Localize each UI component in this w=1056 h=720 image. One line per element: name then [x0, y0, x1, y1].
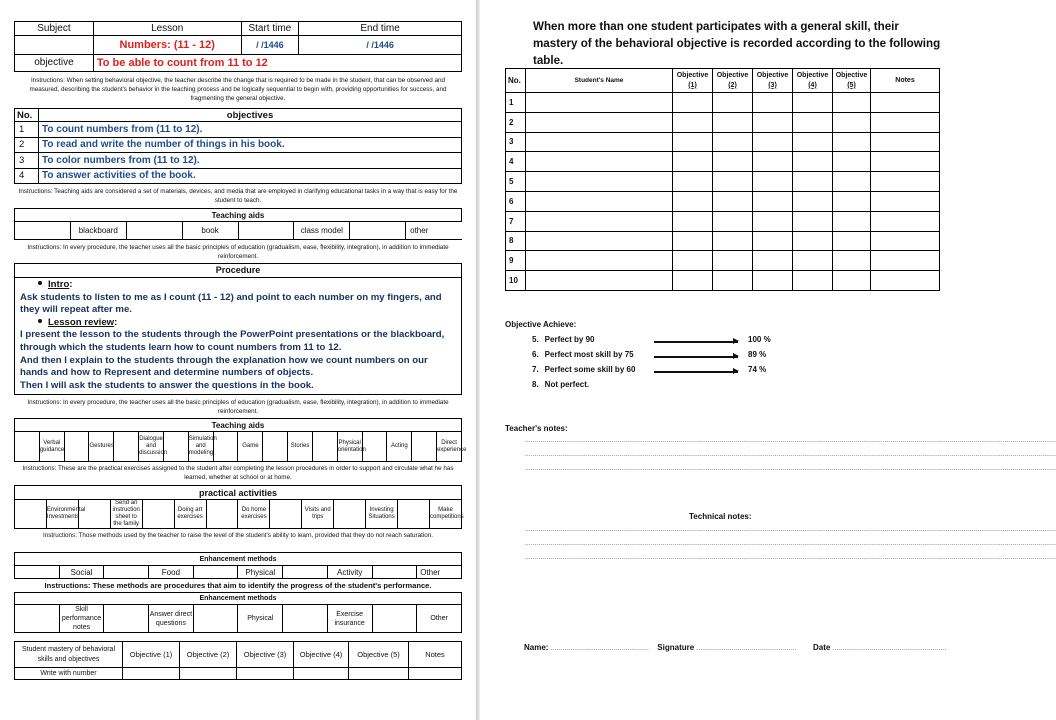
student-objective-cell[interactable]	[753, 172, 793, 192]
review-line: I present the lesson to the students through the PowerPoint presentations or the blackboard, through which the students learn how to count numbers from 11 to 12.	[20, 329, 445, 353]
student-row-number: 3	[506, 132, 526, 152]
student-objective-cell[interactable]	[833, 132, 871, 152]
enhancement-checkbox[interactable]	[193, 566, 238, 579]
achieve-item-number: 7.	[532, 365, 539, 374]
student-objective-cell[interactable]	[833, 191, 871, 211]
practical-header: practical activities	[15, 486, 462, 500]
student-objective-cell[interactable]	[793, 211, 833, 231]
end-time-label: End time	[299, 22, 462, 36]
objective-item[interactable]: To answer activities of the book.	[39, 168, 462, 184]
students-table	[505, 68, 940, 291]
student-objective-cell[interactable]	[673, 191, 713, 211]
student-notes-cell[interactable]	[871, 251, 940, 271]
practical-checkbox[interactable]	[15, 500, 47, 529]
evaluation-item: Other	[417, 605, 462, 633]
arrow-right-icon	[654, 341, 738, 343]
strategy-item: Direct experience	[437, 432, 462, 462]
student-objective-cell[interactable]	[673, 132, 713, 152]
start-time-value[interactable]: / /1446	[241, 36, 299, 54]
enhancement-checkbox[interactable]	[104, 566, 149, 579]
strategies-table	[14, 418, 467, 462]
student-objective-cell[interactable]	[713, 191, 753, 211]
practical-checkbox[interactable]	[142, 500, 174, 529]
student-name-cell[interactable]	[526, 231, 673, 251]
achieve-item	[532, 380, 792, 395]
student-objective-cell[interactable]	[713, 93, 753, 113]
right-heading: When more than one student participates with a general skill, their mastery of the behavioral objective is recorded according to the following table.	[533, 20, 941, 67]
student-objective-cell[interactable]	[673, 271, 713, 291]
review-line: Then I will ask the students to answer the questions in the book.	[20, 379, 314, 391]
student-objective-cell[interactable]	[713, 172, 753, 192]
student-objective-cell[interactable]	[793, 172, 833, 192]
student-objective-cell[interactable]	[793, 251, 833, 271]
bullet-icon	[38, 319, 42, 323]
teachers-notes-lines[interactable]	[525, 438, 1056, 480]
strategy-checkbox[interactable]	[362, 432, 387, 462]
student-row-number: 6	[506, 191, 526, 211]
lesson-plan-page	[0, 0, 476, 720]
strategy-checkbox[interactable]	[412, 432, 437, 462]
strategy-checkbox[interactable]	[263, 432, 288, 462]
header-table	[14, 21, 462, 72]
mastery-record-page	[480, 0, 1056, 720]
strategy-item: Dialogue and discussion	[139, 432, 164, 462]
teaching-aids-table	[14, 208, 462, 240]
student-objective-cell[interactable]	[753, 112, 793, 132]
evaluation-table	[14, 592, 462, 633]
technical-notes-lines[interactable]	[525, 527, 1056, 569]
achieve-item-number: 5.	[532, 335, 539, 344]
aid-checkbox[interactable]	[126, 222, 182, 240]
student-name-cell[interactable]	[526, 251, 673, 271]
enhancement-checkbox[interactable]	[372, 566, 417, 579]
practical-checkbox[interactable]	[334, 500, 366, 529]
student-row	[506, 93, 940, 113]
practical-checkbox[interactable]	[206, 500, 238, 529]
student-row	[506, 132, 940, 152]
strategy-item: Verbal guidance	[39, 432, 64, 462]
name-field[interactable]: ..................................................	[550, 646, 650, 652]
student-notes-cell[interactable]	[871, 231, 940, 251]
student-objective-cell[interactable]	[713, 112, 753, 132]
students-no-header: No.	[506, 69, 526, 93]
mastery-column: Objective (5)	[349, 642, 409, 668]
student-objective-cell[interactable]	[753, 152, 793, 172]
student-row	[506, 172, 940, 192]
intro-text: Ask students to listen to me as I count (11 - 12) and point to each number on my fingers, and they will repeat after me.	[20, 291, 442, 316]
evaluation-checkbox[interactable]	[372, 605, 417, 633]
objective-item[interactable]: To color numbers from (11 to 12).	[39, 153, 462, 169]
instructions-procedure: Instructions: In every procedure, the teacher uses all the basic principles of education (gradualism, ease, flexibility, integration), in addition to immediate reinforcement.	[27, 244, 449, 260]
achieve-item-text: Not perfect.	[544, 380, 590, 389]
objective-column-header: Objective (1)	[673, 69, 713, 93]
student-name-cell[interactable]	[526, 211, 673, 231]
student-objective-cell[interactable]	[673, 172, 713, 192]
arrow-right-icon	[654, 356, 738, 358]
enhancement-item: Activity	[327, 566, 372, 579]
aid-item: book	[182, 222, 238, 240]
instructions-evaluation: Instructions: These methods are procedures that aim to identify the progress of the student's performance.	[44, 581, 432, 591]
teachers-notes-label: Teacher's notes:	[505, 424, 568, 433]
student-notes-cell[interactable]	[871, 271, 940, 291]
aid-item: blackboard	[70, 222, 126, 240]
student-objective-cell[interactable]	[833, 112, 871, 132]
objectives-header: objectives	[39, 109, 462, 122]
mastery-row-label: Write with number	[15, 668, 123, 680]
student-row	[506, 271, 940, 291]
student-name-cell[interactable]	[526, 271, 673, 291]
bullet-icon	[38, 281, 42, 285]
mastery-cell[interactable]	[180, 668, 237, 680]
student-objective-cell[interactable]	[753, 271, 793, 291]
student-name-cell[interactable]	[526, 93, 673, 113]
intro-label: Intro	[48, 279, 70, 290]
student-objective-cell[interactable]	[793, 132, 833, 152]
achieve-item-value: 74 %	[748, 365, 767, 374]
practical-checkbox[interactable]	[78, 500, 110, 529]
enhancement-item: Food	[149, 566, 194, 579]
instructions-strategies: Instructions: In every procedure, the teacher uses all the basic principles of education (gradualism, ease, flexibility, integration), in addition to immediate reinforcement.	[27, 399, 449, 416]
objective-item[interactable]: To count numbers from (11 to 12).	[39, 122, 462, 138]
objective-column-header: Objective (2)	[713, 69, 753, 93]
strategy-checkbox[interactable]	[163, 432, 188, 462]
achieve-item-value: 89 %	[748, 350, 767, 359]
strategy-checkbox[interactable]	[15, 432, 40, 462]
practical-checkbox[interactable]	[398, 500, 430, 529]
student-objective-cell[interactable]	[753, 231, 793, 251]
lesson-label: Lesson	[93, 22, 241, 36]
student-name-cell[interactable]	[526, 132, 673, 152]
mastery-cell[interactable]	[294, 668, 349, 680]
student-objective-cell[interactable]	[673, 211, 713, 231]
student-notes-cell[interactable]	[871, 132, 940, 152]
note-line: ..............................................................................................................................................................................................................................................................................	[525, 452, 1056, 458]
objective-column-header: Objective (3)	[753, 69, 793, 93]
evaluation-item: Physical	[238, 605, 283, 633]
student-objective-cell[interactable]	[833, 251, 871, 271]
subject-value[interactable]	[15, 36, 94, 54]
aid-checkbox[interactable]	[350, 222, 406, 240]
mastery-label: Student mastery of behavioral skills and objectives	[15, 642, 123, 668]
aid-item: class model	[294, 222, 350, 240]
arrow-right-icon	[654, 371, 738, 373]
technical-notes-label: Technical notes:	[689, 512, 752, 521]
objectives-table	[14, 108, 462, 184]
aid-checkbox[interactable]	[238, 222, 294, 240]
student-row-number: 4	[506, 152, 526, 172]
objective-no: 3	[15, 153, 39, 169]
date-field[interactable]: ..........................................................	[832, 646, 947, 652]
evaluation-header: Enhancement methods	[15, 593, 462, 605]
practical-item: Investing Situations	[366, 500, 398, 529]
student-row	[506, 211, 940, 231]
note-line: ..............................................................................................................................................................................................................................................................................	[525, 527, 1056, 533]
strategies-header: Teaching aids	[15, 419, 462, 432]
student-notes-cell[interactable]	[871, 152, 940, 172]
student-objective-cell[interactable]	[713, 231, 753, 251]
student-objective-cell[interactable]	[673, 251, 713, 271]
student-objective-cell[interactable]	[713, 251, 753, 271]
note-line: ..............................................................................................................................................................................................................................................................................	[525, 438, 1056, 444]
achieve-title: Objective Achieve:	[505, 320, 577, 329]
mastery-column: Objective (2)	[180, 642, 237, 668]
subject-label: Subject	[15, 22, 94, 36]
student-row-number: 9	[506, 251, 526, 271]
objective-value[interactable]: To be able to count from 11 to 12	[93, 54, 461, 71]
achieve-list	[532, 335, 792, 395]
student-objective-cell[interactable]	[833, 172, 871, 192]
student-objective-cell[interactable]	[833, 231, 871, 251]
student-notes-cell[interactable]	[871, 191, 940, 211]
student-objective-cell[interactable]	[833, 93, 871, 113]
aid-checkbox[interactable]	[15, 222, 71, 240]
procedure-header: Procedure	[15, 264, 461, 278]
student-objective-cell[interactable]	[713, 152, 753, 172]
strategy-item: Physical orientation	[337, 432, 362, 462]
strategy-item: Stories	[288, 432, 313, 462]
objective-no: 2	[15, 137, 39, 153]
student-row	[506, 191, 940, 211]
enhancement-item: Social	[59, 566, 104, 579]
student-objective-cell[interactable]	[793, 93, 833, 113]
student-row	[506, 152, 940, 172]
note-line: ..............................................................................................................................................................................................................................................................................	[525, 466, 1056, 472]
enhancement-item: Physical	[238, 566, 283, 579]
strategy-checkbox[interactable]	[64, 432, 89, 462]
practical-checkbox[interactable]	[270, 500, 302, 529]
instructions-objectives: Instructions: When setting behavioral objective, the teacher describe the change that is required to be made in the student, that can be observed and measured, describing the student's behavior in the teaching process and be logically sequential to begin with, providing opportunities for success, and fragmenting the general objective.	[29, 77, 447, 102]
mastery-cell[interactable]	[123, 668, 180, 680]
student-objective-cell[interactable]	[793, 112, 833, 132]
student-name-cell[interactable]	[526, 112, 673, 132]
student-notes-cell[interactable]	[871, 172, 940, 192]
student-notes-cell[interactable]	[871, 211, 940, 231]
instructions-aids: Instructions: Teaching aids are considered a set of materials, devices, and media that are employed in clarifying educational tasks in a way that is easy for the student to teach.	[18, 188, 458, 204]
achieve-item	[532, 335, 792, 350]
mastery-column: Notes	[409, 642, 462, 668]
student-name-cell[interactable]	[526, 152, 673, 172]
achieve-item-text: Perfect by 90	[544, 335, 595, 344]
objectives-no-header: No.	[15, 109, 39, 122]
mastery-column: Objective (4)	[294, 642, 349, 668]
student-row-number: 1	[506, 93, 526, 113]
aid-item: other	[406, 222, 462, 240]
notes-column-header: Notes	[871, 69, 940, 93]
end-time-value[interactable]: / /1446	[299, 36, 462, 54]
student-notes-cell[interactable]	[871, 93, 940, 113]
student-objective-cell[interactable]	[793, 271, 833, 291]
lesson-value[interactable]: Numbers: (11 - 12)	[93, 36, 241, 54]
enhancement-header: Enhancement methods	[15, 553, 462, 566]
student-row-number: 10	[506, 271, 526, 291]
signature-field[interactable]: ...................................................	[696, 646, 797, 652]
procedure-box	[14, 263, 462, 395]
students-name-header: Student's Name	[526, 69, 673, 93]
student-row	[506, 251, 940, 271]
student-objective-cell[interactable]	[753, 132, 793, 152]
student-row-number: 8	[506, 231, 526, 251]
enhancement-table	[14, 552, 462, 579]
practical-table	[14, 485, 462, 529]
note-line: ..............................................................................................................................................................................................................................................................................	[525, 541, 1056, 547]
note-line: ..............................................................................................................................................................................................................................................................................	[525, 555, 1056, 561]
student-objective-cell[interactable]	[713, 132, 753, 152]
practical-item: Make competitions	[429, 500, 461, 529]
enhancement-item: Other	[417, 566, 462, 579]
mastery-cell[interactable]	[237, 668, 294, 680]
enhancement-checkbox[interactable]	[15, 566, 60, 579]
student-objective-cell[interactable]	[833, 271, 871, 291]
instructions-practical: Instructions: These are the practical exercises assigned to the student after completing the lesson procedures in order to support and circulate what he has learned, whether at school or at home.	[22, 465, 454, 482]
student-objective-cell[interactable]	[753, 251, 793, 271]
student-objective-cell[interactable]	[753, 93, 793, 113]
achieve-item-text: Perfect most skill by 75	[544, 350, 634, 359]
practical-item: Doing art exercises	[174, 500, 206, 529]
review-line: And then I explain to the students through the explanation how we count numbers on our hands and how to Represent and determine numbers of objects.	[20, 354, 428, 379]
start-time-label: Start time	[241, 22, 299, 36]
teaching-aids-header: Teaching aids	[15, 209, 462, 222]
student-objective-cell[interactable]	[713, 211, 753, 231]
mastery-cell[interactable]	[349, 668, 409, 680]
student-objective-cell[interactable]	[833, 152, 871, 172]
evaluation-checkbox[interactable]	[15, 605, 60, 633]
achieve-item-text: Perfect some skill by 60	[544, 365, 636, 374]
objective-label: objective	[15, 54, 94, 71]
objective-no: 1	[15, 122, 39, 138]
student-objective-cell[interactable]	[793, 231, 833, 251]
student-name-cell[interactable]	[526, 172, 673, 192]
evaluation-item: Answer direct questions	[149, 605, 194, 633]
strategy-checkbox[interactable]	[312, 432, 337, 462]
achieve-item-number: 6.	[532, 350, 539, 359]
evaluation-checkbox[interactable]	[104, 605, 149, 633]
date-label: Date	[812, 643, 831, 652]
student-row	[506, 231, 940, 251]
objective-no: 4	[15, 168, 39, 184]
enhancement-checkbox[interactable]	[283, 566, 328, 579]
objective-item[interactable]: To read and write the number of things in his book.	[39, 137, 462, 153]
practical-item: Send an instruction sheet to the family	[110, 500, 142, 529]
student-objective-cell[interactable]	[673, 152, 713, 172]
signature-label: Signature	[657, 643, 695, 652]
students-table-body	[506, 93, 940, 291]
student-objective-cell[interactable]	[793, 191, 833, 211]
student-objective-cell[interactable]	[793, 152, 833, 172]
mastery-column: Objective (1)	[123, 642, 180, 668]
student-row-number: 5	[506, 172, 526, 192]
objective-column-header: Objective (4)	[793, 69, 833, 93]
achieve-item-number: 8.	[532, 380, 539, 389]
student-row-number: 7	[506, 211, 526, 231]
strategy-item: Acting	[387, 432, 412, 462]
student-row	[506, 112, 940, 132]
strategy-checkbox[interactable]	[114, 432, 139, 462]
practical-item: Visits and trips	[302, 500, 334, 529]
evaluation-checkbox[interactable]	[283, 605, 328, 633]
lesson-review-label: Lesson review	[48, 316, 115, 328]
student-objective-cell[interactable]	[673, 231, 713, 251]
evaluation-item: Exercise insurance	[327, 605, 372, 633]
mastery-table	[14, 641, 462, 680]
name-label: Name:	[524, 643, 549, 652]
practical-item: Do home exercises	[238, 500, 270, 529]
strategy-item: Gestures	[89, 432, 114, 462]
objective-column-header: Objective (5)	[833, 69, 871, 93]
student-objective-cell[interactable]	[713, 271, 753, 291]
student-objective-cell[interactable]	[673, 93, 713, 113]
evaluation-checkbox[interactable]	[193, 605, 238, 633]
instructions-enhancement: Instructions: Those methods used by the teacher to raise the level of the student's ability to learn, provided that they do not reach saturation.	[43, 532, 433, 540]
student-objective-cell[interactable]	[833, 211, 871, 231]
mastery-cell[interactable]	[409, 668, 462, 680]
student-objective-cell[interactable]	[673, 112, 713, 132]
procedure-body[interactable]: Intro: Ask students to listen to me as I count (11 - 12) and point to each number on my fingers, and they will repeat after me. Lesson review: I present the lesson to the students through the PowerPoint presentations or the blackboard, through which the students learn how to count numbers from 11 to 12. And then I explain to the students through the explanation how we count numbers on our hands and how to Represent and determine numbers of objects. Then I will ask the students to answer the questions in the book.	[15, 278, 461, 394]
signature-footer	[524, 643, 947, 652]
strategy-item: Game	[238, 432, 263, 462]
student-name-cell[interactable]	[526, 191, 673, 211]
achieve-item-value: 100 %	[748, 335, 771, 344]
student-objective-cell[interactable]	[753, 211, 793, 231]
achieve-item	[532, 365, 792, 380]
practical-item: Environmental Investments	[46, 500, 78, 529]
student-notes-cell[interactable]	[871, 112, 940, 132]
student-row-number: 2	[506, 112, 526, 132]
strategy-item: Simulation and modeling	[188, 432, 213, 462]
evaluation-item: Skill performance notes	[59, 605, 104, 633]
achieve-item	[532, 350, 792, 365]
student-objective-cell[interactable]	[753, 191, 793, 211]
strategy-checkbox[interactable]	[213, 432, 238, 462]
mastery-column: Objective (3)	[237, 642, 294, 668]
